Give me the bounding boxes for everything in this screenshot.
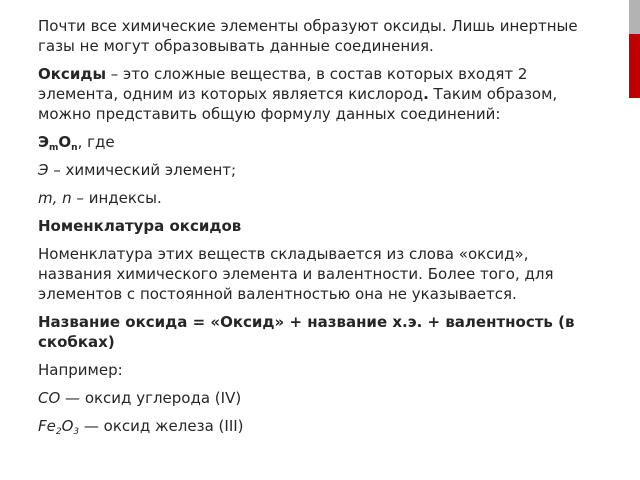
formula-element: Э [38,133,50,151]
general-formula [38,132,598,152]
legend-term: Э [38,161,49,179]
accent-bar-red [629,34,640,98]
definition-paragraph [38,64,598,124]
definition-term: Оксиды [38,65,107,83]
example-formula: $Fe_2O_3$ [38,417,80,437]
naming-rule: Название оксида = «Оксид» + название х.э. + валентность (в скобках) [38,313,575,351]
example-name: — оксид железа (III) [79,417,244,435]
example-label: Например: [38,361,123,379]
definition-text-after: Таким образом, можно представить общую формулу данных соединений: [38,85,558,123]
nomenclature-paragraph: Номенклатура этих веществ складывается из слова «оксид», названия химического элемента и валентности. Более того, для элементов с постоянной валентностью она не указывается. [38,245,554,303]
legend-description: – индексы. [71,189,162,207]
accent-bar-gray [629,0,640,34]
intro-paragraph: Почти все химические элементы образуют оксиды. Лишь инертные газы не могут образовывать данные соединения. [38,17,578,55]
formula-sub-n: n [71,143,78,153]
legend-term: m, n [38,189,72,207]
example-fe2o3 [38,416,598,436]
slide-content [38,16,598,444]
legend-element [38,160,598,180]
definition-dot: . [423,85,429,103]
definition-text: – это сложные вещества, в состав которых входят 2 элемента, одним из которых является кислород [38,65,528,103]
formula-sub-m: m [49,143,59,153]
nomenclature-heading: Номенклатура оксидов [38,217,242,235]
formula-suffix: , где [77,133,115,151]
formula-oxygen: O [58,133,72,151]
example-co [38,388,598,408]
legend-indices [38,188,598,208]
example-formula: CO [38,389,61,407]
legend-description: – химический элемент; [48,161,237,179]
example-name: — оксид углерода (IV) [60,389,242,407]
